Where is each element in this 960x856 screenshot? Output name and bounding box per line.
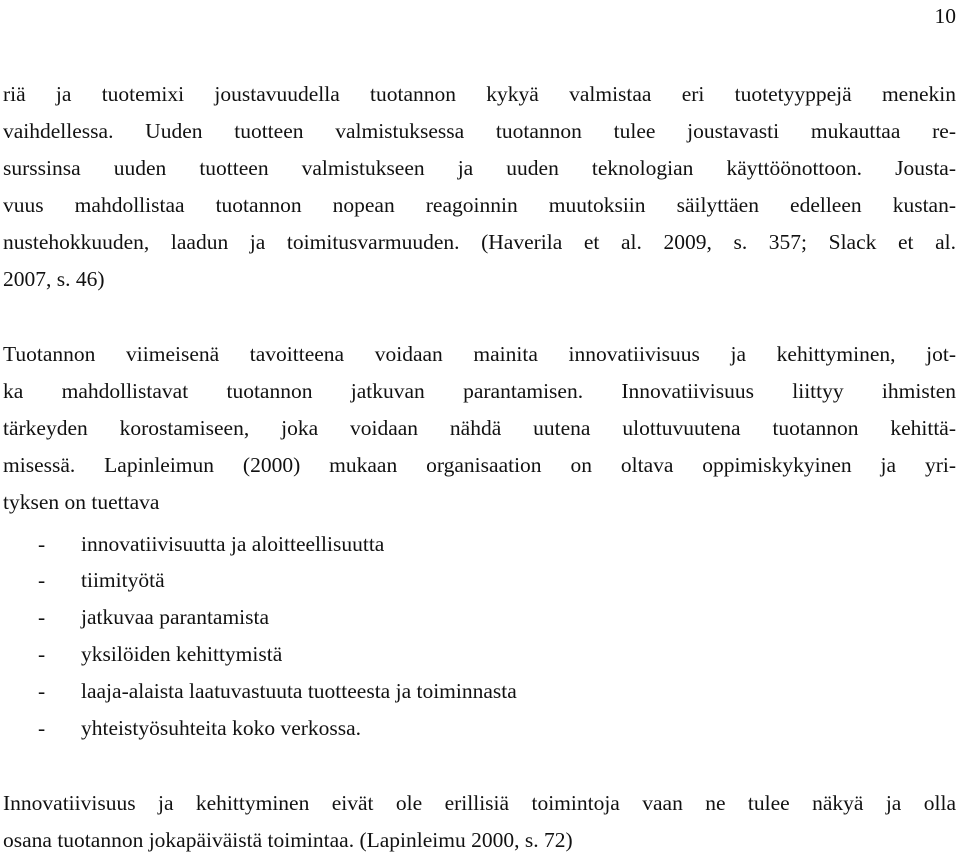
text-line: vaihdellessa. Uuden tuotteen valmistuksessa tuotannon tulee joustavasti mukauttaa re- bbox=[3, 119, 956, 143]
text-line: ka mahdollistavat tuotannon jatkuvan parantamisen. Innovatiivisuus liittyy ihmisten bbox=[3, 379, 956, 403]
text-line: Innovatiivisuus ja kehittyminen eivät ole erillisiä toimintoja vaan ne tulee näkyä ja olla bbox=[3, 791, 956, 815]
list-item bbox=[3, 602, 269, 632]
list-item-text: innovatiivisuutta ja aloitteellisuutta bbox=[81, 532, 385, 556]
list-item bbox=[3, 676, 517, 706]
list-item bbox=[3, 713, 361, 743]
text-line: tärkeyden korostamiseen, joka voidaan nähdä uutena ulottuvuutena tuotannon kehittä- bbox=[3, 416, 956, 440]
list-item bbox=[3, 529, 384, 559]
text-line: vuus mahdollistaa tuotannon nopean reagoinnin muutoksiin säilyttäen edelleen kustan- bbox=[3, 193, 956, 217]
list-dash: - bbox=[38, 568, 46, 592]
list-dash: - bbox=[38, 716, 46, 740]
text-line: misessä. Lapinleimun (2000) mukaan organisaation on oltava oppimiskykyinen ja yri- bbox=[3, 453, 956, 477]
text-line: nustehokkuuden, laadun ja toimitusvarmuuden. (Haverila et al. 2009, s. 357; Slack et al. bbox=[3, 230, 956, 254]
list-dash: - bbox=[38, 642, 46, 666]
text-line: tyksen on tuettava bbox=[3, 490, 160, 514]
text-line: 2007, s. 46) bbox=[3, 267, 105, 291]
list-item-text: yksilöiden kehittymistä bbox=[81, 642, 283, 666]
list-item bbox=[3, 639, 282, 669]
text-line: Tuotannon viimeisenä tavoitteena voidaan mainita innovatiivisuus ja kehittyminen, jot- bbox=[3, 342, 956, 366]
list-dash: - bbox=[38, 679, 46, 703]
text-line: riä ja tuotemixi joustavuudella tuotannon kykyä valmistaa eri tuotetyyppejä menekin bbox=[3, 82, 956, 106]
list-dash: - bbox=[38, 532, 46, 556]
list-item-text: yhteistyösuhteita koko verkossa. bbox=[81, 716, 362, 740]
list-item-text: tiimityötä bbox=[81, 568, 165, 592]
page-number: 10 bbox=[934, 4, 956, 28]
text-line: surssinsa uuden tuotteen valmistukseen ja uuden teknologian käyttöönottoon. Jousta- bbox=[3, 156, 956, 180]
text-line: osana tuotannon jokapäiväistä toimintaa. (Lapinleimu 2000, s. 72) bbox=[3, 828, 573, 852]
list-dash: - bbox=[38, 605, 46, 629]
list-item-text: jatkuvaa parantamista bbox=[81, 605, 270, 629]
list-item-text: laaja-alaista laatuvastuuta tuotteesta ja toiminnasta bbox=[81, 679, 517, 703]
list-item bbox=[3, 565, 165, 595]
